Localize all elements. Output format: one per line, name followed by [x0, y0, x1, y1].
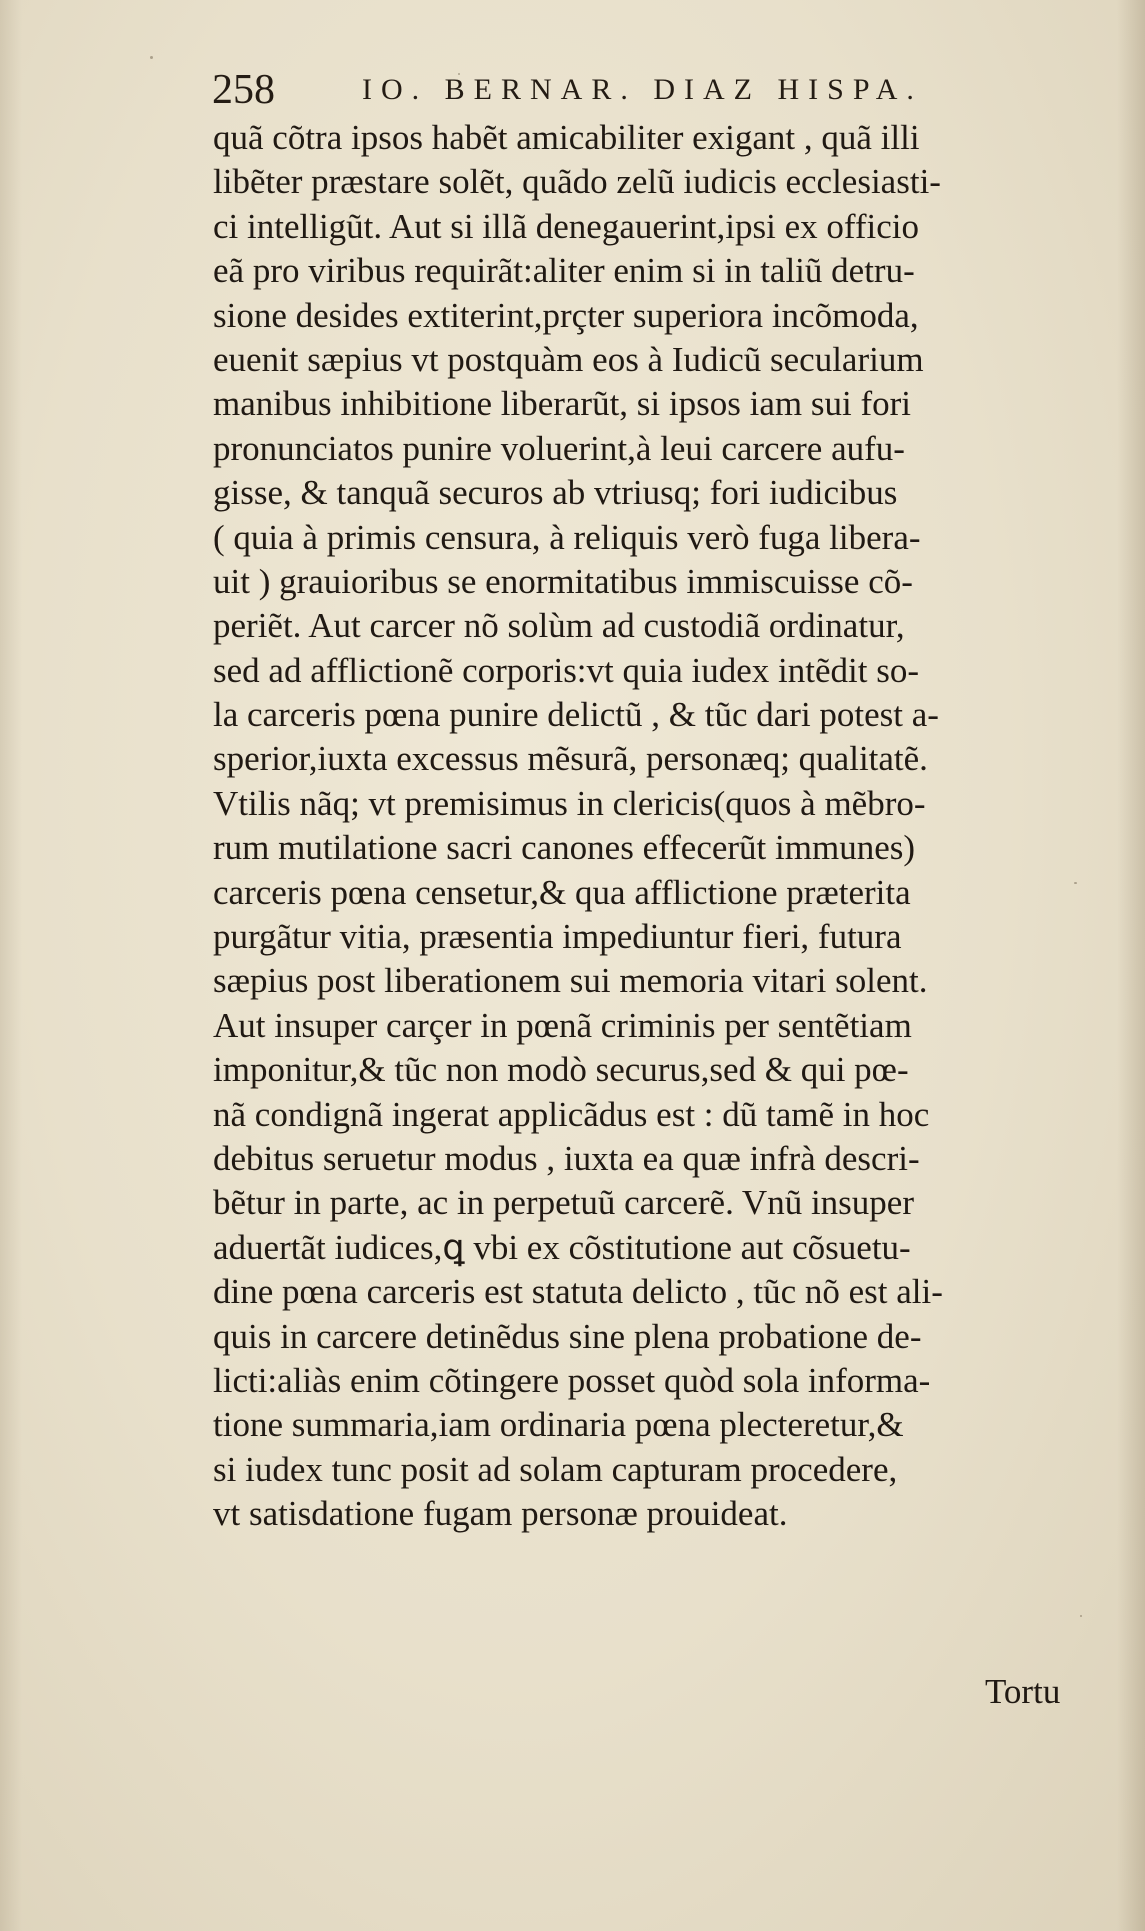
paper-speck: [150, 56, 153, 59]
text-line: euenit sæpius vt postquàm eos à Iudicũ secularium: [213, 339, 924, 379]
text-line: quis in carcere detinẽdus sine plena probatione de-: [213, 1316, 922, 1356]
text-line: purgãtur vitia, præsentia impediuntur fieri, futura: [213, 917, 902, 957]
text-line: gisse, & tanquã securos ab vtriusq; fori iudicibus: [213, 473, 898, 513]
text-line: manibus inhibitione liberarũt, si ipsos iam sui fori: [213, 384, 911, 424]
text-line: eã pro viribus requirãt:aliter enim si in taliũ detru-: [213, 251, 915, 291]
text-line: aduertãt iudices,ꝗ vbi ex cõstitutione aut cõsuetu-: [213, 1227, 911, 1267]
text-line: licti:aliàs enim cõtingere posset quòd sola informa-: [213, 1360, 931, 1400]
page-edge-shadow: [1117, 0, 1145, 1931]
text-line: Aut insuper carçer in pœnã criminis per sentẽtiam: [213, 1005, 912, 1045]
text-line: pronunciatos punire voluerint,à leui carcere aufu-: [213, 428, 905, 468]
body-text: [213, 116, 1113, 1537]
paper-speck: [1080, 1615, 1082, 1617]
text-line: si iudex tunc posit ad solam capturam procedere,: [213, 1449, 898, 1489]
text-line: sed ad afflictionẽ corporis:vt quia iudex intẽdit so-: [213, 650, 919, 690]
page-gutter-shadow: [0, 0, 22, 1931]
text-line: sæpius post liberationem sui memoria vitari solent.: [213, 961, 928, 1001]
text-line: ci intelligũt. Aut si illã denegauerint,ipsi ex officio: [213, 206, 920, 246]
text-line: Vtilis nãq; vt premisimus in clericis(quos à mẽbro-: [213, 783, 926, 823]
text-line: rum mutilatione sacri canones effecerũt immunes): [213, 828, 916, 868]
text-line: libẽter præstare solẽt, quãdo zelũ iudicis ecclesiasti-: [213, 162, 941, 202]
text-line: ( quia à primis censura, à reliquis verò fuga libera-: [213, 517, 921, 557]
text-line: carceris pœna censetur,& qua afflictione præterita: [213, 872, 911, 912]
text-line: tione summaria,iam ordinaria pœna plecteretur,&: [213, 1405, 904, 1445]
text-line: uit ) grauioribus se enormitatibus immiscuisse cõ-: [213, 561, 913, 601]
text-line: la carceris pœna punire delictũ , & tũc dari potest a-: [213, 695, 939, 735]
text-line: debitus seruetur modus , iuxta ea quæ infrà descri-: [213, 1138, 920, 1178]
text-line: bẽtur in parte, ac in perpetuũ carcerẽ. Vnũ insuper: [213, 1183, 914, 1223]
running-head: IO. BERNAR. DIAZ HISPA.: [362, 73, 923, 106]
page-header: [212, 62, 972, 118]
text-line: periẽt. Aut carcer nõ solùm ad custodiã ordinatur,: [213, 606, 905, 646]
text-line: sione desides extiterint,prçter superiora incõmoda,: [213, 295, 919, 335]
text-line: imponitur,& tũc non modò securus,sed & qui pœ-: [213, 1050, 909, 1090]
catchword: Tortu: [985, 1672, 1061, 1711]
text-line: sperior,iuxta excessus mẽsurã, personæq; qualitatẽ.: [213, 739, 928, 779]
text-line: nã condignã ingerat applicãdus est : dũ tamẽ in hoc: [213, 1094, 930, 1134]
text-line: vt satisdatione fugam personæ prouideat.: [213, 1494, 788, 1534]
page-number: 258: [212, 67, 275, 113]
text-line: dine pœna carceris est statuta delicto , tũc nõ est ali-: [213, 1272, 943, 1312]
text-line: quã cõtra ipsos habẽt amicabiliter exigant , quã illi: [213, 118, 920, 157]
